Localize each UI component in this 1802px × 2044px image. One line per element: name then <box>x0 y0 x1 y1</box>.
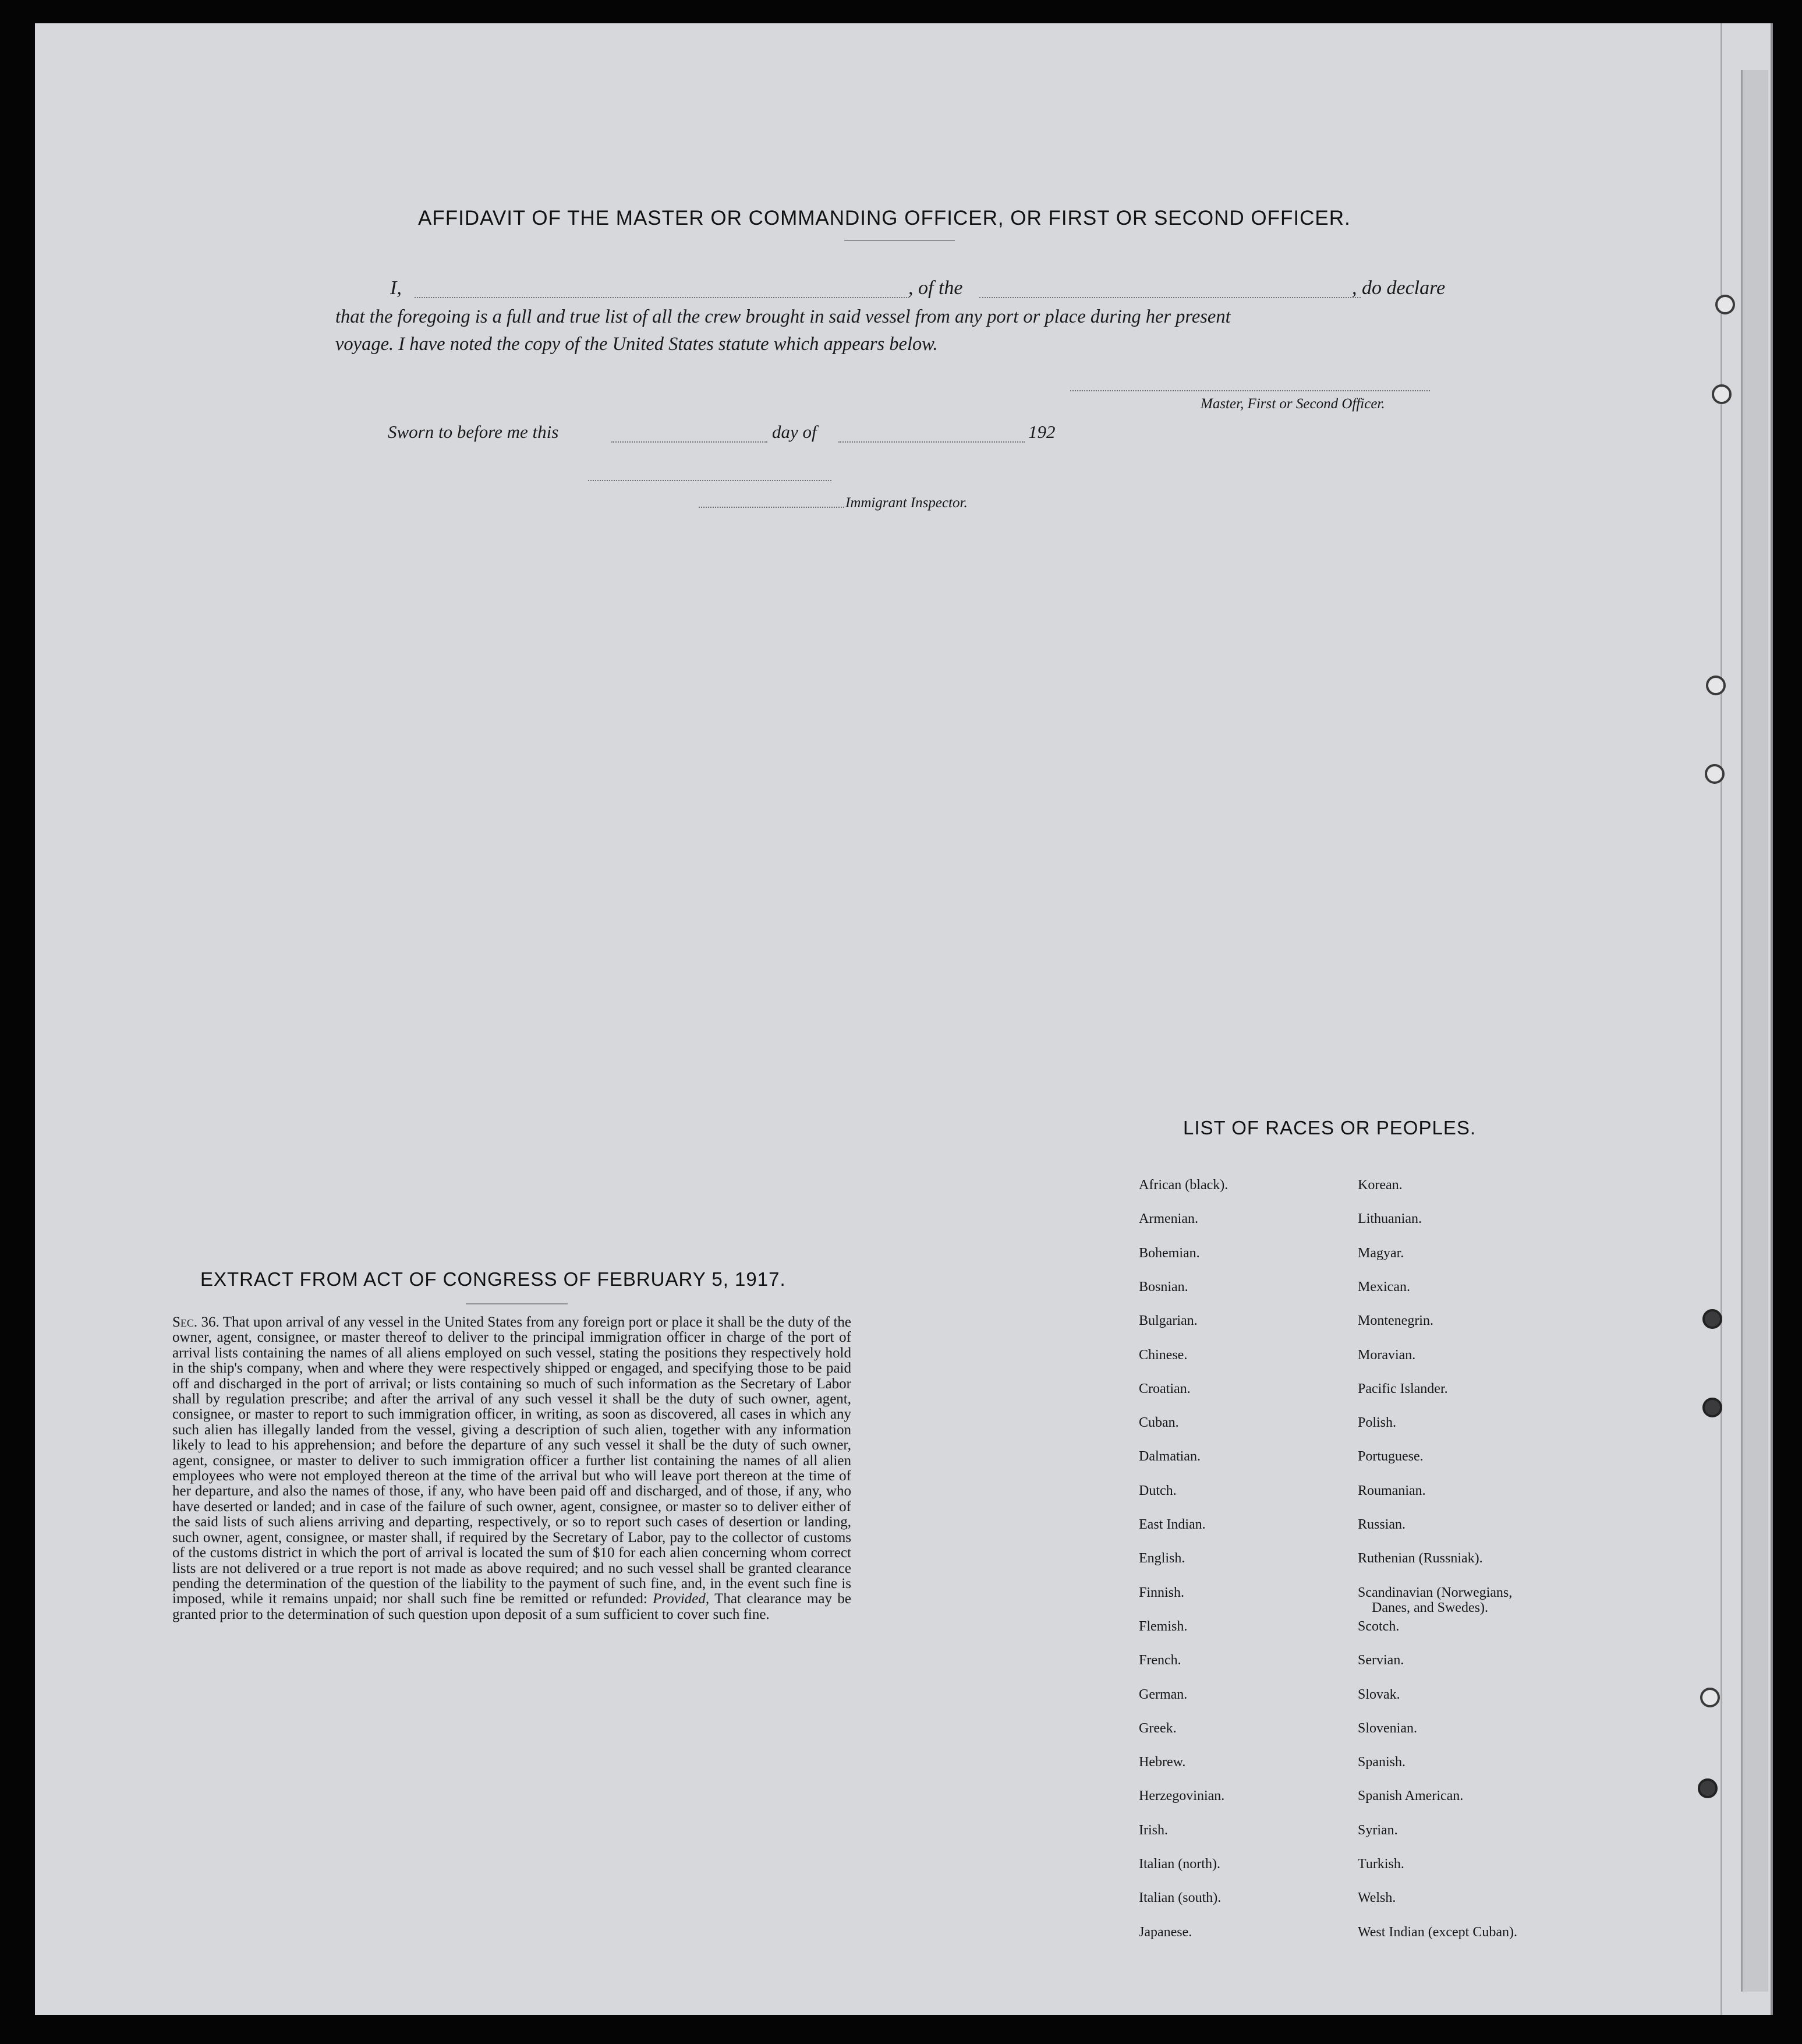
punch-hole <box>1700 1688 1720 1707</box>
race-item: Flemish. <box>1139 1618 1188 1634</box>
race-item: Dutch. <box>1139 1483 1177 1498</box>
statute-provided-label: Provided, <box>653 1591 710 1607</box>
punch-hole <box>1698 1778 1718 1798</box>
statute-text <box>172 1315 851 1622</box>
race-item: Slovak. <box>1358 1686 1400 1702</box>
affidavit-of-the: , of the <box>908 277 963 299</box>
race-item: Croatian. <box>1139 1381 1191 1396</box>
race-item: French. <box>1139 1653 1181 1668</box>
race-item: Magyar. <box>1358 1245 1404 1261</box>
extract-heading-rule <box>466 1303 568 1304</box>
race-item: African (black). <box>1139 1177 1229 1193</box>
statute-section-label: Sec. 36. <box>172 1314 220 1330</box>
race-item: English. <box>1139 1551 1185 1566</box>
inspector-upper-blank[interactable] <box>588 480 831 481</box>
fold-line <box>1720 23 1722 2015</box>
race-item: Welsh. <box>1358 1890 1396 1906</box>
sworn-day-blank[interactable] <box>611 441 767 443</box>
affidavit-line-2: that the foregoing is a full and true list of all the crew brought in said vessel from any port or place during her present <box>335 306 1231 327</box>
year-text: 192 <box>1028 422 1056 442</box>
punch-hole <box>1702 1309 1722 1329</box>
race-item: German. <box>1139 1686 1188 1702</box>
page-edge <box>1741 70 1768 1992</box>
race-item: Bohemian. <box>1139 1245 1200 1261</box>
race-item: Cuban. <box>1139 1415 1179 1431</box>
race-item: East Indian. <box>1139 1517 1206 1532</box>
race-item: Herzegovinian. <box>1139 1788 1225 1804</box>
race-item: Portuguese. <box>1358 1449 1424 1465</box>
affidavit-heading: AFFIDAVIT OF THE MASTER OR COMMANDING OFFICER, OR FIRST OR SECOND OFFICER. <box>418 207 1351 229</box>
race-item: Russian. <box>1358 1517 1406 1532</box>
extract-heading: EXTRACT FROM ACT OF CONGRESS OF FEBRUARY 5, 1917. <box>200 1268 786 1290</box>
vessel-name-blank[interactable] <box>979 297 1361 298</box>
punch-hole <box>1702 1398 1722 1417</box>
punch-hole <box>1712 384 1732 404</box>
race-item: Chinese. <box>1139 1347 1188 1363</box>
punch-hole <box>1715 295 1735 314</box>
race-item: Pacific Islander. <box>1358 1381 1448 1396</box>
race-item: Korean. <box>1358 1177 1403 1193</box>
race-item: Armenian. <box>1139 1211 1198 1227</box>
race-item: Japanese. <box>1139 1924 1192 1940</box>
day-of-text: day of <box>772 422 817 442</box>
race-item: Lithuanian. <box>1358 1211 1422 1227</box>
race-item: Hebrew. <box>1139 1755 1186 1770</box>
race-item: Roumanian. <box>1358 1483 1426 1498</box>
race-item: Turkish. <box>1358 1856 1404 1872</box>
race-item: Mexican. <box>1358 1279 1410 1295</box>
race-item: Spanish American. <box>1358 1788 1464 1804</box>
master-signature-label: Master, First or Second Officer. <box>1201 396 1385 412</box>
affidavit-i: I, <box>390 277 402 299</box>
race-item: Dalmatian. <box>1139 1449 1201 1465</box>
race-item: Danes, and Swedes). <box>1372 1600 1488 1615</box>
sworn-month-blank[interactable] <box>838 441 1025 443</box>
race-item: Montenegrin. <box>1358 1313 1433 1329</box>
race-item: Irish. <box>1139 1822 1168 1838</box>
race-item: Servian. <box>1358 1653 1404 1668</box>
statute-provided-text: That clearance may be granted prior to the determination of such question upon deposit of a sum sufficient to cover such fine. <box>172 1591 851 1622</box>
master-signature-blank[interactable] <box>1070 390 1430 391</box>
affidavit-heading-rule <box>844 240 955 241</box>
race-item: Greek. <box>1139 1720 1177 1736</box>
affidavit-line-3: voyage. I have noted the copy of the United States statute which appears below. <box>335 334 938 355</box>
race-item: Bosnian. <box>1139 1279 1188 1295</box>
race-item: Slovenian. <box>1358 1720 1417 1736</box>
race-item: Italian (south). <box>1139 1890 1222 1906</box>
race-item: Polish. <box>1358 1415 1397 1431</box>
race-item: Moravian. <box>1358 1347 1416 1363</box>
master-name-blank[interactable] <box>415 297 909 298</box>
races-heading: LIST OF RACES OR PEOPLES. <box>1183 1117 1477 1138</box>
race-item: Scotch. <box>1358 1618 1400 1634</box>
affidavit-do-declare: , do declare <box>1352 277 1446 299</box>
race-item: West Indian (except Cuban). <box>1358 1924 1517 1940</box>
race-item: Spanish. <box>1358 1755 1406 1770</box>
punch-hole <box>1706 676 1726 695</box>
punch-hole <box>1705 764 1725 784</box>
sworn-text: Sworn to before me this <box>388 422 559 442</box>
race-item: Italian (north). <box>1139 1856 1220 1872</box>
inspector-label: Immigrant Inspector. <box>845 495 968 511</box>
race-item: Bulgarian. <box>1139 1313 1198 1329</box>
race-item: Ruthenian (Russniak). <box>1358 1551 1483 1566</box>
inspector-signature-blank[interactable] <box>699 507 844 508</box>
race-item: Scandinavian (Norwegians, <box>1358 1585 1513 1600</box>
statute-body: That upon arrival of any vessel in the United States from any foreign port or place it shall be the duty of the owner, agent, consignee, or master thereof to deliver to the principal immigration officer in charge of the port of arrival lists containing the names of all aliens employed on such vessel, stating the positions they respectively hold in the ship's company, when and where they were respectively shipped or engaged, and specifying those to be paid off and discharged in the port of arrival; or lists containing so much of such information as the Secretary of Labor shall by regulation prescribe; and after the arrival of any such vessel it shall be the duty of such owner, agent, consignee, or master to report to such immigration officer, in writing, as soon as discovered, all cases in which any such alien has illegally landed from the vessel, giving a description of such alien, together with any information likely to lead to his apprehension; and before the departure of any such vessel it shall be the duty of such owner, agent, consignee, or master to deliver to such immigration officer a further list containing the names of all alien employees who were not employed thereon at the time of the arrival but who will leave port thereon at the time of her departure, and also the names of those, if any, who have been paid off and discharged, and of those, if any, who have deserted or landed; and in case of the failure of such owner, agent, consignee, or master so to deliver either of the said lists of such aliens arriving and departing, respectively, or so to report such cases of desertion or landing, such owner, agent, consignee, or master shall, if required by the Secretary of Labor, pay to the collector of customs of the customs district in which the port of arrival is located the sum of $10 for each alien concerning whom correct lists are not delivered or a true report is not made as above required; and no such vessel shall be granted clearance pending the determination of the question of the liability to the payment of such fine, and, in the event such fine is imposed, while it remains unpaid; nor shall such fine be remitted or refunded: <box>172 1314 852 1607</box>
race-item: Finnish. <box>1139 1585 1185 1600</box>
race-item: Syrian. <box>1358 1822 1398 1838</box>
